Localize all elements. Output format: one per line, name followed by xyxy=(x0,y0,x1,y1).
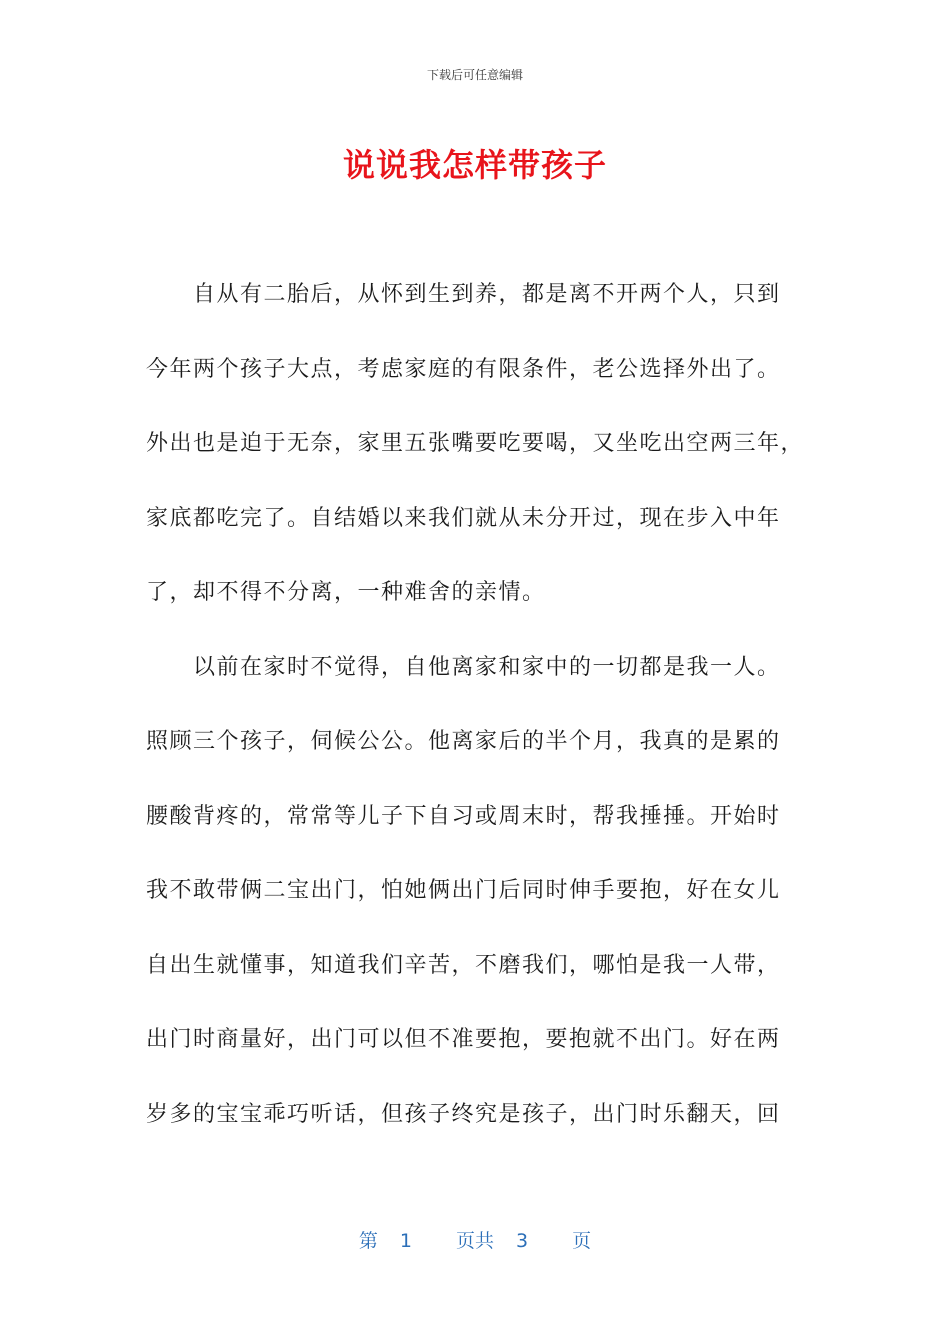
text-line: 外出也是迫于无奈，家里五张嘴要吃要喝，又坐吃出空两三年， xyxy=(146,431,805,456)
page-footer xyxy=(0,1226,950,1253)
text-line: 自出生就懂事，知道我们辛苦，不磨我们，哪怕是我一人带， xyxy=(146,952,781,978)
header-note: 下载后可任意编辑 xyxy=(426,68,523,82)
text-line: 今年两个孩子大点，考虑家庭的有限条件，老公选择外出了。 xyxy=(146,356,781,382)
text-line: 照顾三个孩子，伺候公公。他离家后的半个月，我真的是累的 xyxy=(146,729,781,754)
text-line: 家底都吃完了。自结婚以来我们就从未分开过，现在步入中年 xyxy=(146,505,781,531)
text-line: 了，却不得不分离，一种难舍的亲情。 xyxy=(146,580,546,605)
text-line: 腰酸背疼的，常常等儿子下自习或周末时，帮我捶捶。开始时 xyxy=(146,803,781,829)
footer-prefix: 第 xyxy=(358,1230,378,1252)
total-pages-number: 3 xyxy=(516,1230,529,1252)
text-line: 以前在家时不觉得，自他离家和家中的一切都是我一人。 xyxy=(146,654,781,680)
text-line: 我不敢带俩二宝出门，怕她俩出门后同时伸手要抱，好在女儿 xyxy=(146,878,781,903)
body-text xyxy=(146,270,806,1164)
text-line: 自从有二胎后，从怀到生到养，都是离不开两个人，只到 xyxy=(146,282,781,307)
current-page-number: 1 xyxy=(399,1230,412,1252)
document-title: 说说我怎样带孩子 xyxy=(342,146,607,184)
text-line: 岁多的宝宝乖巧听话，但孩子终究是孩子，出门时乐翻天，回 xyxy=(146,1101,781,1127)
footer-middle: 页共 xyxy=(455,1230,494,1252)
footer-suffix: 页 xyxy=(572,1230,592,1252)
text-line: 出门时商量好，出门可以但不准要抱，要抱就不出门。好在两 xyxy=(146,1027,781,1052)
